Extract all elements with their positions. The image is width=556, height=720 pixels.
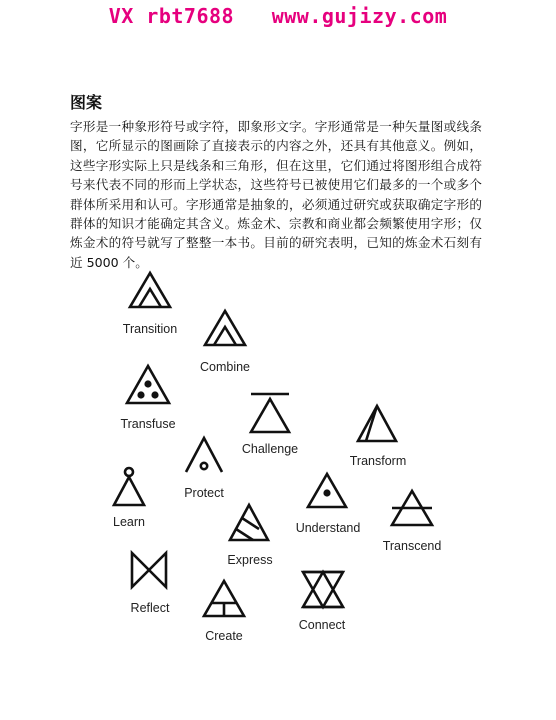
- learn-glyph-icon: [114, 468, 144, 505]
- glyph-create: [204, 581, 244, 643]
- glyph-learn: [113, 468, 145, 529]
- glyph-label: Transition: [122, 322, 178, 336]
- glyph-transform: [350, 406, 407, 468]
- glyph-understand: [296, 474, 361, 535]
- reflect-glyph-icon: [132, 553, 166, 587]
- challenge-glyph-icon: [251, 394, 289, 432]
- glyph-transcend: [383, 491, 442, 553]
- glyph-label: Learn: [113, 515, 145, 529]
- glyph-label: Transfuse: [120, 417, 176, 431]
- connect-glyph-icon: [303, 572, 343, 607]
- glyph-label: Express: [227, 553, 273, 567]
- glyph-label: Combine: [199, 360, 251, 374]
- transform-glyph-icon: [358, 406, 396, 441]
- glyph-label: Understand: [295, 521, 361, 535]
- combine-glyph-icon: [205, 311, 245, 345]
- section-title: 图案: [70, 93, 103, 112]
- section-paragraph: 字形是一种象形符号或字符，即象形文字。字形通常是一种矢量图或线条图，它所显示的图画除了直接表示的内容之外，还具有其他意义。例如，这些字形实际上只是线条和三角形，但在这里，它们通过将图形组合成符号来代表不同的形而上学状态，这些符号已被使用它们最多的一个或多个群体所采用和认可。字形通常是抽象的，必须通过研究或获取确定字形的群体的知识才能确定其含义。炼金术、宗教和商业都会频繁使用字形；仅炼金术的符号就写了整整一本书。目前的研究表明，已知的炼金术石刻有近 5000 个。: [70, 119, 482, 270]
- glyph-label: Challenge: [241, 442, 299, 456]
- glyph-transition: [123, 273, 177, 336]
- glyph-label: Connect: [298, 618, 346, 632]
- transcend-glyph-icon: [392, 491, 432, 525]
- transition-glyph-icon: [130, 273, 170, 307]
- create-glyph-icon: [204, 581, 244, 616]
- glyph-label: Create: [205, 629, 243, 643]
- glyph-express: [227, 505, 272, 567]
- glyph-label: Reflect: [130, 601, 170, 615]
- glyph-transfuse: [120, 366, 175, 431]
- express-glyph-icon: [230, 505, 268, 540]
- glyph-label: Protect: [184, 486, 224, 500]
- glyph-connect: [299, 572, 346, 632]
- glyph-challenge: [242, 394, 298, 456]
- glyph-protect: [184, 438, 224, 500]
- glyph-label: Transcend: [382, 539, 442, 553]
- glyph-combine: [200, 311, 250, 374]
- glyph-label: Transform: [349, 454, 407, 468]
- watermark-text: VX rbt7688 www.gujizy.com: [108, 4, 448, 28]
- protect-glyph-icon: [186, 438, 222, 472]
- glyph-reflect: [131, 553, 170, 615]
